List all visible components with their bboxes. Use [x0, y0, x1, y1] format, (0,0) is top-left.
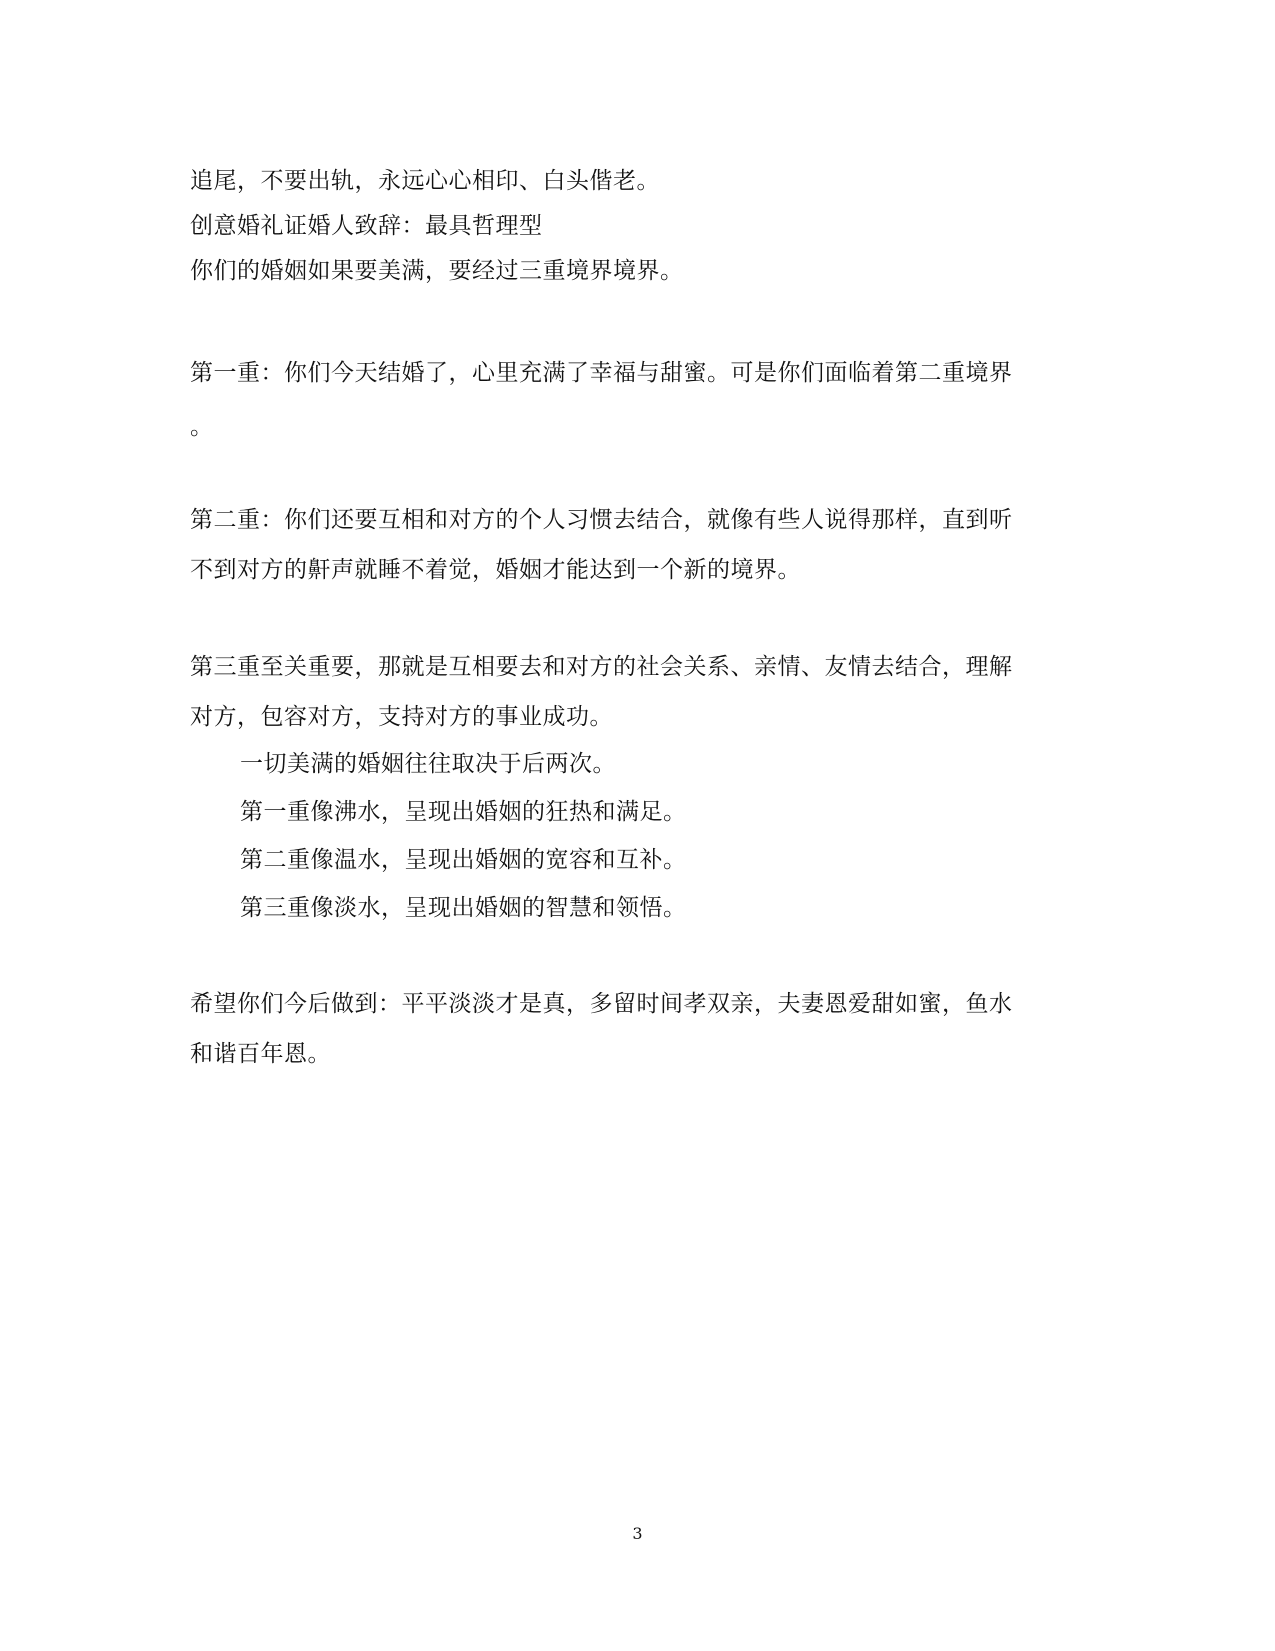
- text-line: 第一重：你们今天结婚了，心里充满了幸福与甜蜜。可是你们面临着第二重境界: [190, 360, 1013, 386]
- page-number: 3: [632, 1524, 643, 1543]
- text-line: 第三重至关重要，那就是互相要去和对方的社会关系、亲情、友情去结合，理解: [190, 654, 1013, 680]
- text-line: 第二重：你们还要互相和对方的个人习惯去结合，就像有些人说得那样，直到听: [190, 507, 1013, 533]
- indented-text-line: 第三重像淡水，呈现出婚姻的智慧和领悟。: [240, 895, 687, 921]
- text-line: 不到对方的鼾声就睡不着觉，婚姻才能达到一个新的境界。: [190, 557, 801, 583]
- text-line: 追尾，不要出轨，永远心心相印、白头偕老。: [190, 168, 660, 194]
- indented-text-line: 第二重像温水，呈现出婚姻的宽容和互补。: [240, 847, 687, 873]
- text-line: 希望你们今后做到：平平淡淡才是真，多留时间孝双亲，夫妻恩爱甜如蜜，鱼水: [190, 991, 1013, 1017]
- text-line: 创意婚礼证婚人致辞：最具哲理型: [190, 213, 543, 239]
- text-line: 对方，包容对方，支持对方的事业成功。: [190, 704, 613, 730]
- text-line: 和谐百年恩。: [190, 1041, 331, 1067]
- text-line: 你们的婚姻如果要美满，要经过三重境界境界。: [190, 258, 684, 284]
- text-line: 。: [190, 414, 214, 440]
- indented-text-line: 第一重像沸水，呈现出婚姻的狂热和满足。: [240, 799, 687, 825]
- indented-text-line: 一切美满的婚姻往往取决于后两次。: [240, 751, 616, 777]
